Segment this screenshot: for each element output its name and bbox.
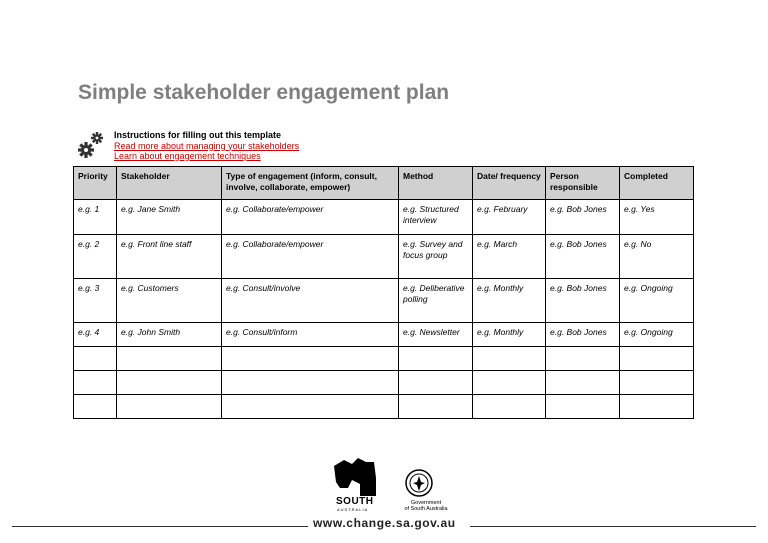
gov-line1: Government xyxy=(410,500,442,506)
footer-url[interactable]: www.change.sa.gov.au xyxy=(313,516,456,530)
cell-person-responsible[interactable]: e.g. Bob Jones xyxy=(546,235,620,279)
cell-priority[interactable] xyxy=(74,347,117,371)
table-header-row xyxy=(74,167,694,200)
cell-method[interactable]: e.g. Deliberative polling xyxy=(399,279,473,323)
cell-person-responsible[interactable] xyxy=(546,347,620,371)
cell-person-responsible[interactable] xyxy=(546,395,620,419)
cell-person-responsible[interactable] xyxy=(546,371,620,395)
cell-completed[interactable]: e.g. Ongoing xyxy=(620,279,694,323)
cell-priority[interactable]: e.g. 3 xyxy=(74,279,117,323)
table-row xyxy=(74,200,694,235)
table-row xyxy=(74,371,694,395)
cell-completed[interactable]: e.g. No xyxy=(620,235,694,279)
page-title: Simple stakeholder engagement plan xyxy=(78,81,450,104)
table-row xyxy=(74,235,694,279)
cell-method[interactable]: e.g. Newsletter xyxy=(399,323,473,347)
column-header-method: Method xyxy=(399,167,473,200)
cell-date-frequency[interactable]: e.g. March xyxy=(473,235,546,279)
cell-engagement-type[interactable] xyxy=(222,347,399,371)
cell-engagement-type[interactable]: e.g. Collaborate/empower xyxy=(222,235,399,279)
cell-date-frequency[interactable]: e.g. Monthly xyxy=(473,279,546,323)
engagement-plan-table xyxy=(73,166,694,419)
cell-engagement-type[interactable]: e.g. Consult/involve xyxy=(222,279,399,323)
cell-engagement-type[interactable]: e.g. Consult/inform xyxy=(222,323,399,347)
gears-icon xyxy=(76,130,106,160)
cell-engagement-type[interactable]: e.g. Collaborate/empower xyxy=(222,200,399,235)
table-row xyxy=(74,347,694,371)
table-row xyxy=(74,279,694,323)
cell-method[interactable]: e.g. Survey and focus group xyxy=(399,235,473,279)
cell-method[interactable] xyxy=(399,347,473,371)
table-row xyxy=(74,395,694,419)
cell-person-responsible[interactable]: e.g. Bob Jones xyxy=(546,200,620,235)
cell-stakeholder[interactable] xyxy=(117,347,222,371)
cell-stakeholder[interactable]: e.g. John Smith xyxy=(117,323,222,347)
column-header-priority: Priority xyxy=(74,167,117,200)
logo-australia-text: AUSTRALIA xyxy=(337,507,369,512)
cell-stakeholder[interactable]: e.g. Jane Smith xyxy=(117,200,222,235)
cell-date-frequency[interactable]: e.g. Monthly xyxy=(473,323,546,347)
column-header-person-responsible: Person responsible xyxy=(546,167,620,200)
cell-priority[interactable]: e.g. 4 xyxy=(74,323,117,347)
link-engagement-techniques[interactable]: Learn about engagement techniques xyxy=(114,151,261,161)
footer-rule-left xyxy=(12,526,308,527)
column-header-engagement-type: Type of engagement (inform, consult, involve, collaborate, empower) xyxy=(222,167,399,200)
cell-stakeholder[interactable]: e.g. Customers xyxy=(117,279,222,323)
instructions-heading: Instructions for filling out this template xyxy=(114,130,282,140)
column-header-completed: Completed xyxy=(620,167,694,200)
cell-completed[interactable] xyxy=(620,347,694,371)
cell-method[interactable] xyxy=(399,371,473,395)
cell-date-frequency[interactable] xyxy=(473,395,546,419)
cell-engagement-type[interactable] xyxy=(222,395,399,419)
footer-logos xyxy=(330,456,460,516)
government-crest-icon xyxy=(404,468,434,498)
cell-method[interactable] xyxy=(399,395,473,419)
cell-stakeholder[interactable] xyxy=(117,371,222,395)
cell-completed[interactable]: e.g. Ongoing xyxy=(620,323,694,347)
logo-south-text: SOUTH xyxy=(336,496,374,507)
cell-priority[interactable] xyxy=(74,395,117,419)
cell-completed[interactable] xyxy=(620,371,694,395)
cell-completed[interactable] xyxy=(620,395,694,419)
footer-rule-right xyxy=(470,526,756,527)
column-header-date-frequency: Date/ frequency xyxy=(473,167,546,200)
column-header-stakeholder: Stakeholder xyxy=(117,167,222,200)
cell-engagement-type[interactable] xyxy=(222,371,399,395)
link-managing-stakeholders[interactable]: Read more about managing your stakeholders xyxy=(114,140,300,151)
cell-priority[interactable]: e.g. 2 xyxy=(74,235,117,279)
cell-date-frequency[interactable] xyxy=(473,347,546,371)
cell-date-frequency[interactable]: e.g. February xyxy=(473,200,546,235)
cell-person-responsible[interactable]: e.g. Bob Jones xyxy=(546,279,620,323)
cell-completed[interactable]: e.g. Yes xyxy=(620,200,694,235)
gov-line2: of South Australia xyxy=(404,506,448,512)
cell-stakeholder[interactable]: e.g. Front line staff xyxy=(117,235,222,279)
cell-date-frequency[interactable] xyxy=(473,371,546,395)
cell-priority[interactable]: e.g. 1 xyxy=(74,200,117,235)
cell-stakeholder[interactable] xyxy=(117,395,222,419)
cell-method[interactable]: e.g. Structured interview xyxy=(399,200,473,235)
cell-person-responsible[interactable]: e.g. Bob Jones xyxy=(546,323,620,347)
cell-priority[interactable] xyxy=(74,371,117,395)
table-row xyxy=(74,323,694,347)
